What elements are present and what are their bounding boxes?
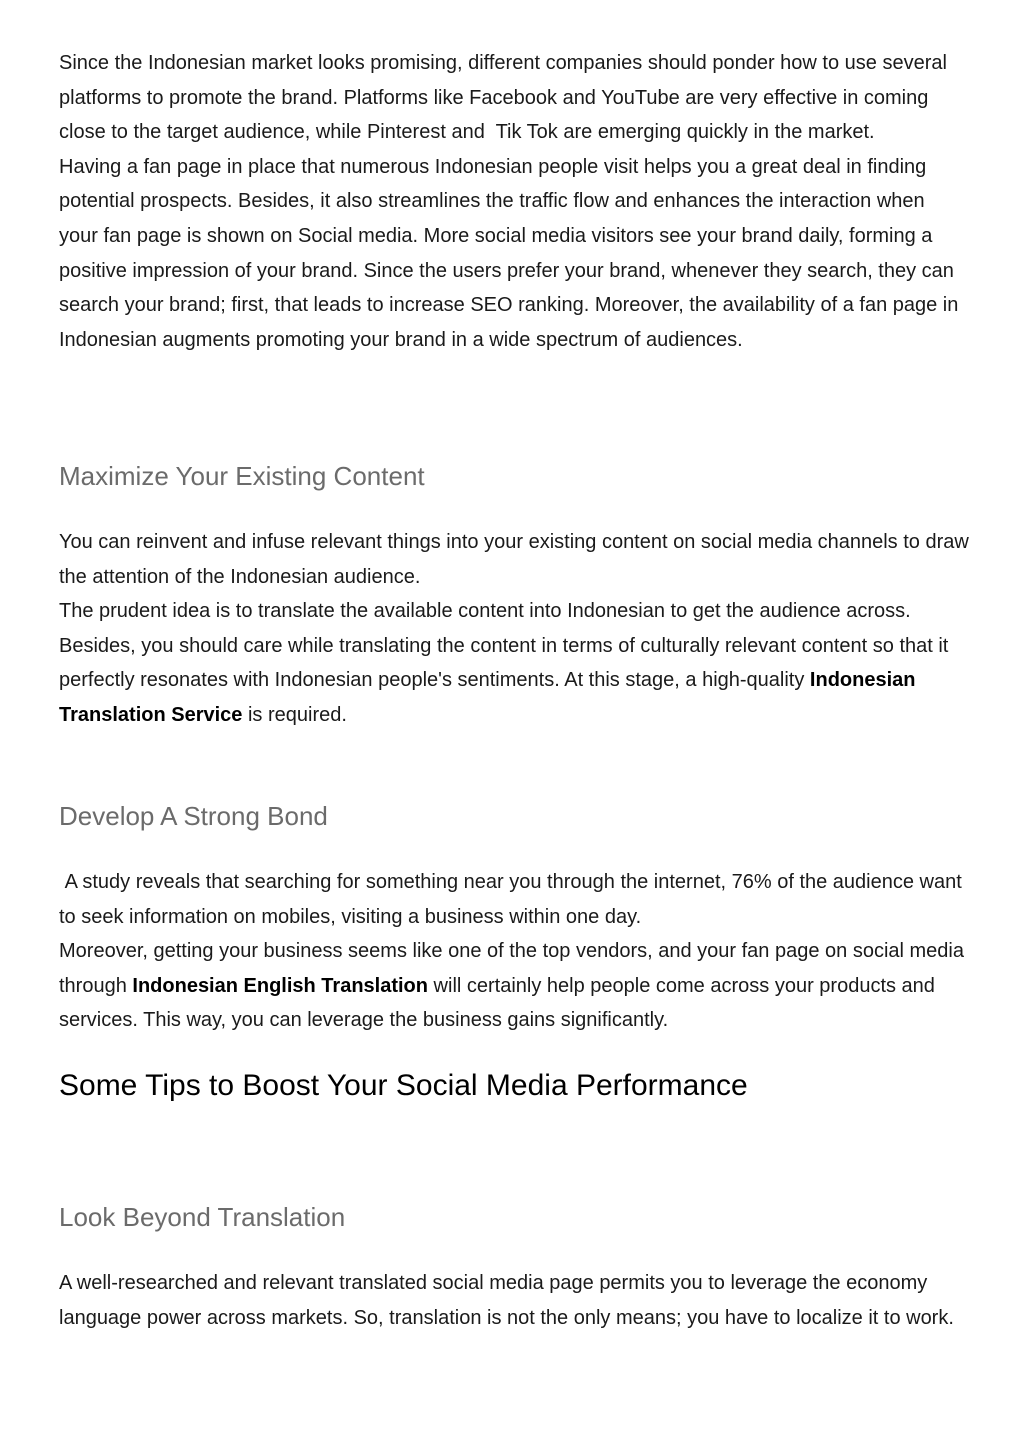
bond-text-before: Moreover, getting your business seems like one of the top vendors, and your fan page on social media through xyxy=(59,940,970,997)
intro-paragraph-2: Having a fan page in place that numerous Indonesian people visit helps you a great deal in finding potential prospects. Besides, it also streamlines the traffic flow and enhances the interaction when your fan page is shown on Social media. More social media visitors see your brand daily, forming a positive impression of your brand. Since the users prefer your brand, whenever they search, they can search your brand; first, that leads to increase SEO ranking. Moreover, the availability of a fan page in Indonesian augments promoting your brand in a wide spectrum of audiences. xyxy=(59,155,964,351)
maximize-body xyxy=(59,525,975,733)
section-heading-maximize: Maximize Your Existing Content xyxy=(59,461,425,491)
beyond-section xyxy=(59,1200,969,1234)
bond-paragraph-2 xyxy=(59,934,969,1038)
bond-paragraph-1: A study reveals that searching for something near you through the internet, 76% of the audience want to seek information on mobiles, visiting a business within one day. xyxy=(59,871,968,928)
section-heading-bond: Develop A Strong Bond xyxy=(59,801,328,831)
maximize-paragraph-2 xyxy=(59,594,969,732)
beyond-body xyxy=(59,1266,969,1335)
bond-section xyxy=(59,799,969,833)
maximize-text-before: The prudent idea is to translate the available content into Indonesian to get the audience across. Besides, you should care while translating the content in terms of culturally relevant content so that it perfectly resonates with Indonesian people's sentiments. At this stage, a high-quality xyxy=(59,600,954,692)
maximize-text-after: is required. xyxy=(242,703,347,726)
section-heading-beyond: Look Beyond Translation xyxy=(59,1202,346,1232)
intro-section xyxy=(59,46,969,357)
bond-body xyxy=(59,865,969,1038)
section-heading-tips: Some Tips to Boost Your Social Media Performance xyxy=(59,1069,748,1102)
indonesian-english-translation-text: Indonesian English Translation xyxy=(132,974,428,997)
indonesian-translation-service-text: Indonesian Translation Service xyxy=(59,669,922,726)
tips-section xyxy=(59,1066,969,1106)
maximize-paragraph-1: You can reinvent and infuse relevant things into your existing content on social media channels to draw the attention of the Indonesian audience. xyxy=(59,531,975,588)
intro-paragraph-1: Since the Indonesian market looks promising, different companies should ponder how to use several platforms to promote the brand. Platforms like Facebook and YouTube are very effective in coming close to the target audience, while Pinterest and Tik Tok are emerging quickly in the market. xyxy=(59,52,953,144)
bond-text-after: will certainly help people come across your products and services. This way, you can leverage the business gains significantly. xyxy=(59,974,941,1032)
maximize-section xyxy=(59,459,969,493)
beyond-paragraph-1: A well-researched and relevant translated social media page permits you to leverage the economy language power across markets. So, translation is not the only means; you have to localize it to work. xyxy=(59,1272,954,1329)
